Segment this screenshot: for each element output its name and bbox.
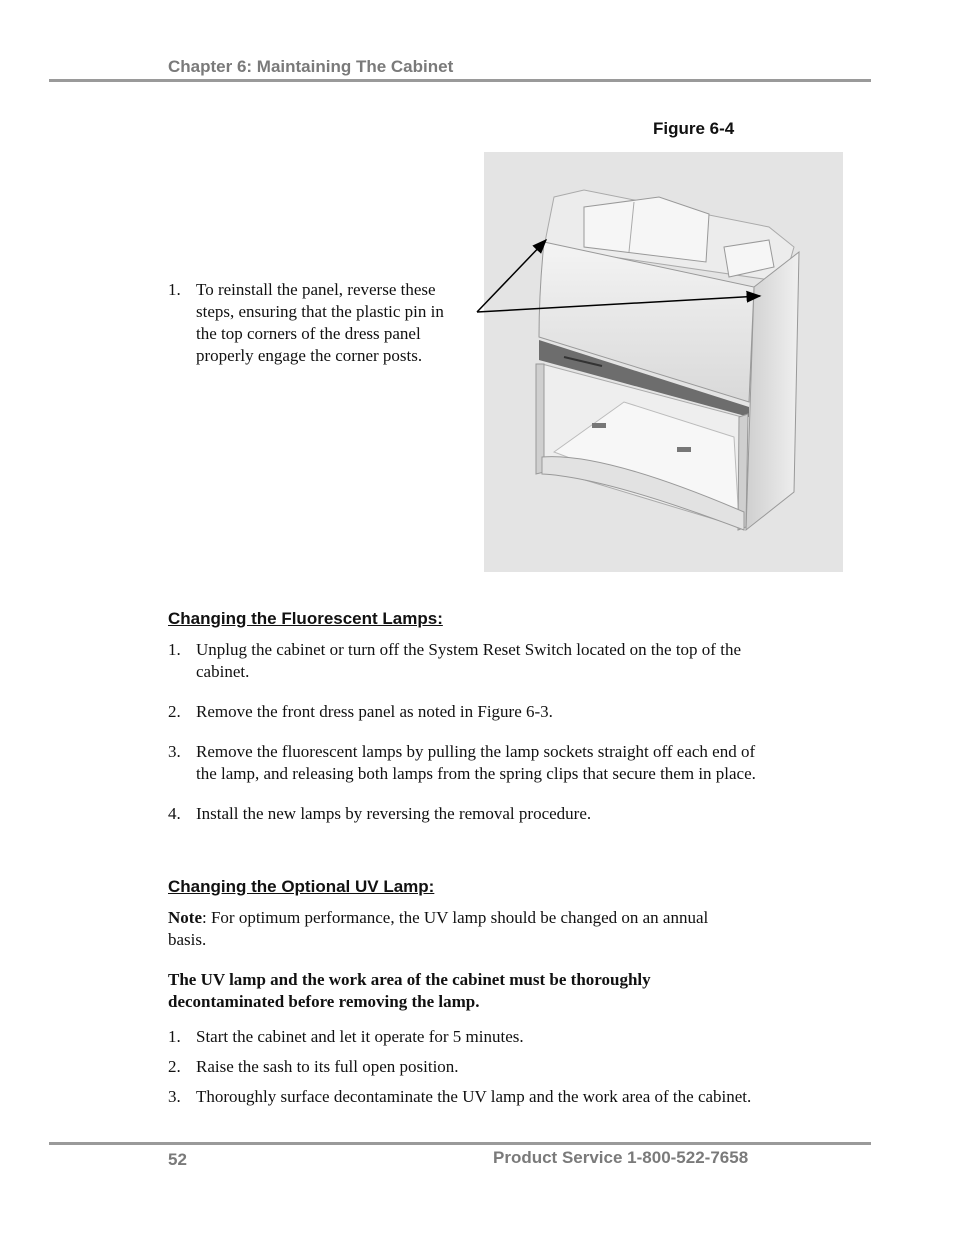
figure-label: Figure 6-4 (653, 119, 735, 138)
page-number: 52 (168, 1150, 187, 1169)
step-number: 1. (168, 1027, 181, 1046)
reinstall-steps (168, 279, 468, 367)
step-text: To reinstall the panel, reverse these steps, ensuring that the plastic pin in the top corners of the dress panel properly engage the corner posts. (196, 280, 444, 365)
uv-note (168, 907, 738, 951)
list-item (168, 701, 758, 723)
step-text: Raise the sash to its full open position. (196, 1057, 459, 1076)
step-number: 2. (168, 1057, 181, 1076)
list-item (168, 1026, 758, 1048)
cabinet-drawing (484, 152, 843, 572)
list-item (168, 1056, 758, 1078)
product-service-phone: Product Service 1-800-522-7658 (493, 1148, 749, 1167)
step-number: 2. (168, 702, 181, 721)
step-number: 3. (168, 1087, 181, 1106)
list-item (168, 741, 758, 785)
uv-warning: The UV lamp and the work area of the cabinet must be thoroughly decontaminated before removing the lamp. (168, 970, 651, 1011)
list-item (168, 803, 758, 825)
list-item (168, 279, 468, 367)
step-text: Unplug the cabinet or turn off the System Reset Switch located on the top of the cabinet. (196, 640, 741, 681)
cabinet-illustration (484, 152, 843, 572)
footer-rule (49, 1142, 871, 1145)
step-number: 4. (168, 804, 181, 823)
step-text: Remove the front dress panel as noted in Figure 6-3. (196, 702, 553, 721)
fluorescent-steps (168, 639, 758, 825)
header-rule (49, 79, 871, 82)
chapter-title: Chapter 6: Maintaining The Cabinet (168, 57, 454, 76)
step-text: Thoroughly surface decontaminate the UV lamp and the work area of the cabinet. (196, 1087, 752, 1106)
note-label: Note (168, 908, 202, 927)
step-number: 1. (168, 640, 181, 659)
step-number: 3. (168, 742, 181, 761)
step-text: Remove the fluorescent lamps by pulling the lamp sockets straight off each end of the lamp, and releasing both lamps from the spring clips that secure them in place. (196, 742, 756, 783)
step-number: 1. (168, 280, 181, 299)
list-item (168, 639, 758, 683)
step-text: Start the cabinet and let it operate for 5 minutes. (196, 1027, 524, 1046)
fluorescent-heading: Changing the Fluorescent Lamps: (168, 609, 443, 628)
step-text: Install the new lamps by reversing the removal procedure. (196, 804, 592, 823)
note-text: : For optimum performance, the UV lamp should be changed on an annual basis. (168, 908, 709, 949)
list-item (168, 1086, 758, 1108)
uv-steps (168, 1026, 758, 1108)
uv-heading: Changing the Optional UV Lamp: (168, 877, 435, 896)
